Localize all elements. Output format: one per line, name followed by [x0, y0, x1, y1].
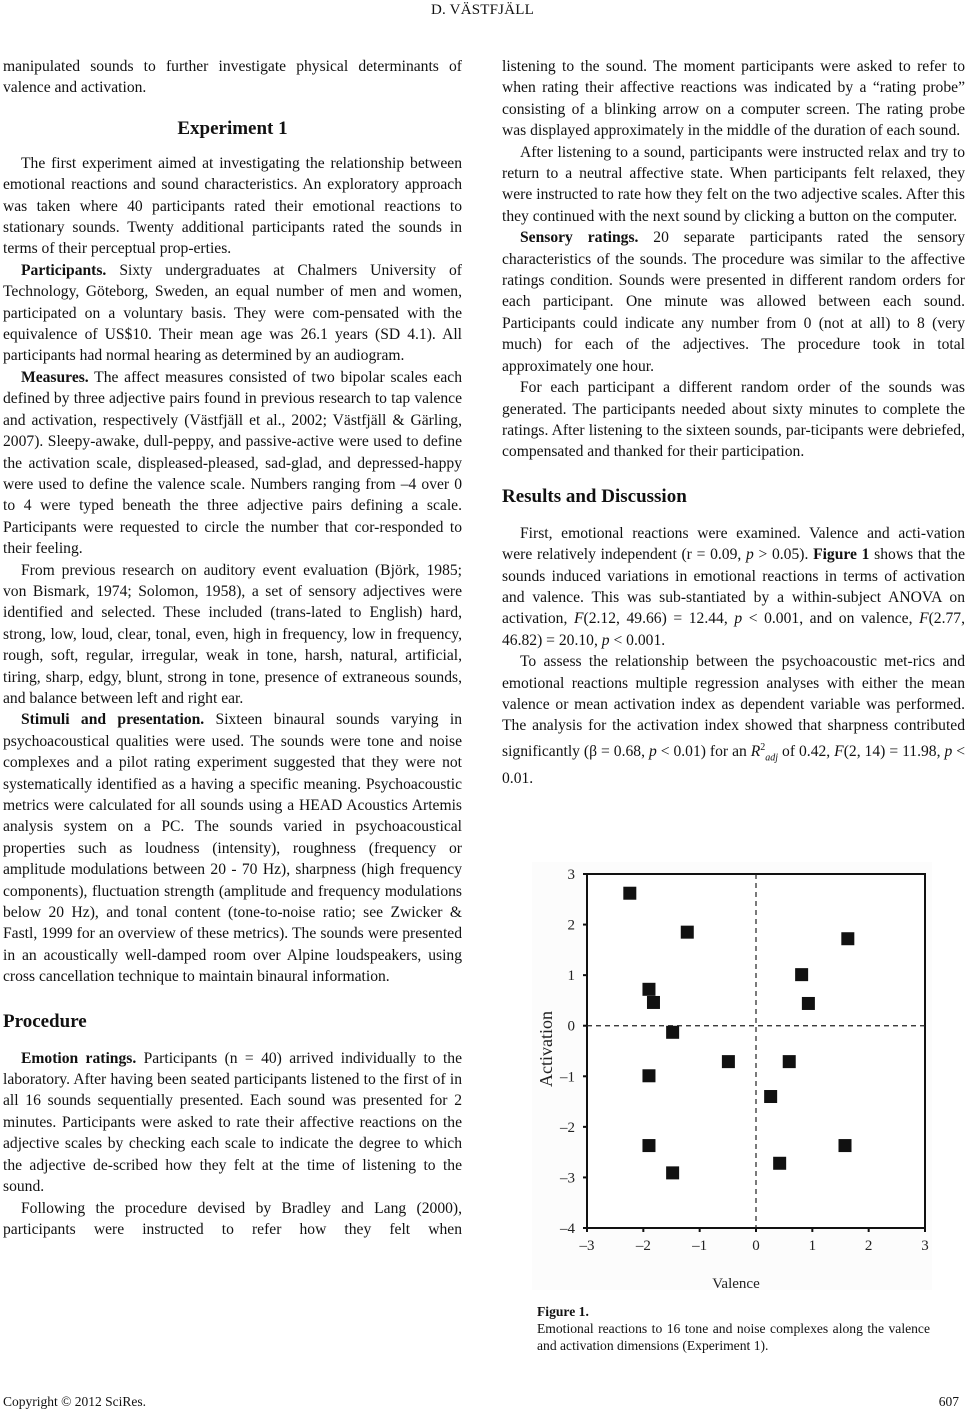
text-run: (2, 14) = 11.98,	[843, 742, 945, 760]
section-title-results: Results and Discussion	[502, 485, 687, 507]
measures-label: Measures.	[21, 368, 89, 386]
text-run: (2.77, 46.82) = 20.10,	[502, 610, 965, 649]
participants-paragraph	[3, 260, 462, 367]
text-run: < 0.001.	[609, 631, 666, 649]
emotion-ratings-label: Emotion ratings.	[21, 1049, 137, 1067]
y-tick-label: 1	[567, 968, 575, 985]
participants-text: Sixty undergraduates at Chalmers University of Technology, Göteborg, Sweden, an equal number of men and women, participated on a voluntary basis. They were com-pensated with the equivalence of US$10. Their mean age was 26.1 years (SD 4.1). All participants had normal hearing as determined by an audiogram.	[3, 261, 462, 365]
random-order-paragraph: For each participant a different random order of the sounds was generated. The participants needed about sixty minutes to complete the ratings. After listening to the sixteen sounds, par-ticipants were debriefed, compensated and thanked for their participation.	[502, 379, 965, 461]
section-title-experiment-1: Experiment 1	[177, 117, 288, 139]
text-run-italic: F	[573, 610, 584, 628]
left-column	[3, 56, 462, 1240]
figure-reference-link[interactable]: Figure 1	[813, 546, 870, 564]
data-point-square	[666, 1026, 679, 1039]
right-column	[502, 56, 965, 790]
text-run: To assess the relationship between the psychoacoustic met-rics and emotional reactions multiple regression analyses with either the mean valence or mean activation index as dependent variable was performed. The analysis for the activation index showed that sharpness contributed significantly (β = 0.68,	[502, 653, 965, 760]
y-tick-label: 0	[567, 1018, 575, 1035]
y-tick-label: –3	[560, 1170, 575, 1187]
stimuli-paragraph	[3, 709, 462, 987]
sensory-ratings-label: Sensory ratings.	[520, 229, 639, 247]
data-point-square	[642, 1069, 655, 1082]
emotion-ratings-text: Participants (n = 40) arrived individually to the laboratory. After having been seated participants listened to the first of in all 16 sounds sequentially presented. Each sound was presented for 2 minutes. Participants were asked to rate their affective reactions on the adjective scales by checking each scale to indicate the degree to which the adjective de-scribed how they felt at the time of listening to the sound.	[3, 1049, 462, 1196]
text-run-italic: p	[601, 631, 610, 649]
text-run: > 0.05).	[753, 546, 814, 564]
text-run: shows that the sounds induced variations in emotional reactions in terms of activation and valence. This was sub-stantiated by a within-subject ANOVA on activation,	[502, 546, 965, 628]
superscript: 2	[760, 741, 766, 753]
emotion-ratings-paragraph	[3, 1048, 462, 1198]
participants-label: Participants.	[21, 261, 107, 279]
data-point-square	[642, 1139, 655, 1152]
text-run: of 0.42,	[778, 742, 835, 760]
data-point-square	[841, 932, 854, 945]
x-tick-label: 2	[864, 1238, 873, 1254]
data-point-square	[666, 1166, 679, 1179]
results-paragraph-2	[502, 651, 965, 790]
experiment-intro: The first experiment aimed at investigating the relationship between emotional reactions and sound characteristics. An exploratory approach was taken where 40 participants rated their emotional reactions to stationary sounds. Twenty additional participants rated the sounds in terms of their perceptual prop-erties.	[3, 154, 462, 258]
right-continuation: listening to the sound. The moment participants were asked to refer to when rating their affective reactions was indicated by a “rating probe” consisting of a blinking arrow on a computer screen. The rating probe was displayed approximately in the middle of the duration of each sound.	[502, 58, 965, 140]
measures-text: The affect measures consisted of two bipolar scales each defined by three adjective pairs found in previous research to tap valence and activation, respectively (Västfjäll et al., 2002; Västfjäll & Gärling, 2007). Sleepy-awake, dull-peppy, and passive-active were used to define the activation scale, displeased-pleased, sad-glad, and depressed-happy were used to define the valence scale. Numbers ranging from –4 over 0 to 4 were typed beneath the three adjective pairs defining a scale. Participants were requested to circle the number that cor-responded to their feeling.	[3, 368, 462, 558]
running-head: D. VÄSTFJÄLL	[431, 2, 534, 18]
data-point-square	[783, 1055, 796, 1068]
x-tick-label: –3	[579, 1238, 595, 1254]
following-paragraph: Following the procedure devised by Bradley and Lang (2000), participants were instructed to refer how they felt when	[3, 1199, 462, 1238]
x-axis-label: Valence	[712, 1276, 760, 1290]
footer-copyright: Copyright © 2012 SciRes.	[3, 1394, 147, 1409]
data-point-square	[795, 968, 808, 981]
page-number: 607	[938, 1394, 959, 1409]
x-tick-label: 0	[752, 1238, 760, 1254]
text-run-italic: p	[734, 610, 743, 628]
text-run-italic: F	[834, 742, 844, 760]
text-run: < 0.001, and on valence,	[742, 610, 920, 628]
y-tick-label: –2	[560, 1119, 575, 1136]
text-run-italic: p	[648, 742, 657, 760]
y-tick-label: 2	[567, 917, 575, 934]
text-run: < 0.01) for an	[656, 742, 751, 760]
caption-text: Emotional reactions to 16 tone and noise complexes along the valence and activation dimensions (Experiment 1).	[537, 1321, 930, 1353]
y-tick-label: –4	[560, 1221, 575, 1237]
x-tick-label: –2	[635, 1238, 651, 1254]
text-run-italic: R	[750, 742, 761, 760]
text-run-italic: p	[745, 546, 754, 564]
y-axis-label: Activation	[536, 1011, 556, 1087]
caption-title: Figure 1.	[537, 1304, 589, 1319]
data-point-square	[802, 997, 815, 1010]
stimuli-label: Stimuli and presentation.	[21, 711, 205, 729]
text-run: First, emotional reactions were examined. Valence and acti-vation were relatively independent (r = 0.09,	[502, 524, 965, 564]
y-tick-label: 3	[567, 867, 575, 883]
data-point-square	[839, 1139, 852, 1152]
subscript-italic: adj	[765, 752, 779, 764]
sensory-ratings-text: 20 separate participants rated the sensory characteristics of the sounds. The procedure was similar to the affective ratings condition. Sounds were presented in different random orders for each participant. One minute was allowed between each sound. Participants could indicate any number from 0 (not at all) to 8 (very much) for each of the adjectives. The procedure took in total approximately one hour.	[502, 229, 965, 375]
data-point-square	[773, 1157, 786, 1170]
text-run: (2.12, 49.66) = 12.44,	[583, 610, 735, 628]
data-point-square	[647, 996, 660, 1009]
text-run: < 0.01.	[502, 742, 965, 788]
data-point-square	[681, 926, 694, 939]
data-point-square	[764, 1090, 777, 1103]
text-run-italic: p	[944, 742, 953, 760]
results-paragraph-1	[502, 523, 965, 651]
stimuli-text: Sixteen binaural sounds varying in psychoacoustical qualities were used. The sounds were tone and noise complexes and a pilot rating experiment suggested that they were not systematically identified as a having a specific meaning. Psychoacoustic metrics were calculated for all sounds using a HEAD Acoustics Artemis analysis system on a PC. The sounds varied in psychoacoustical properties such as loudness (intensity), roughness (frequency or amplitude modulations between 20 - 70 Hz), sharpness (high frequency components), fluctuation strength (amplitude and frequency modulations below 20 Hz), and tonal content (tone-to-noise ratio; see Zwicker & Fastl, 1999 for an overview of these metrics). The sounds were presented in an acoustically well-damped room over Alpine loudspeakers, using cross cancellation technique to maintain binaural information.	[3, 711, 462, 986]
x-tick-label: –1	[692, 1238, 708, 1254]
intro-continuation: manipulated sounds to further investigate physical determinants of valence and activation.	[3, 58, 462, 97]
x-tick-label: 3	[921, 1238, 929, 1254]
figure-caption	[537, 1303, 930, 1354]
measures-paragraph	[3, 367, 462, 560]
text-run-italic: F	[919, 610, 929, 628]
sensory-ratings-paragraph	[502, 227, 965, 377]
y-tick-label: –1	[560, 1069, 575, 1086]
x-tick-label: 1	[808, 1238, 817, 1254]
data-point-square	[623, 887, 636, 900]
after-listening-paragraph: After listening to a sound, participants were instructed relax and try to return to a neutral affective state. When participants felt relaxed, they were instructed to rate how they felt on the two adjective scales. After this they continued with the next sound by clicking a button on the computer.	[502, 143, 965, 225]
scatter-chart	[532, 862, 932, 1290]
data-point-square	[642, 983, 655, 996]
sensory-adjectives-paragraph: From previous research on auditory event evaluation (Björk, 1985; von Bismark, 1974; Solomon, 1958), a set of sensory adjectives were identified and selected. These included (trans-lated to English) hard, strong, low, loud, clear, tonal, even, high in frequency, low in frequency, rough, soft, regular, irregular, weak in tone, harsh, natural, artificial, tiring, sharp, edgy, blunt, strong in tone, presence of extraneous sounds, and balance between left and right ear.	[3, 561, 462, 707]
figure-1-scatter-plot	[532, 862, 932, 1290]
data-point-square	[722, 1055, 735, 1068]
section-title-procedure: Procedure	[3, 1010, 87, 1032]
